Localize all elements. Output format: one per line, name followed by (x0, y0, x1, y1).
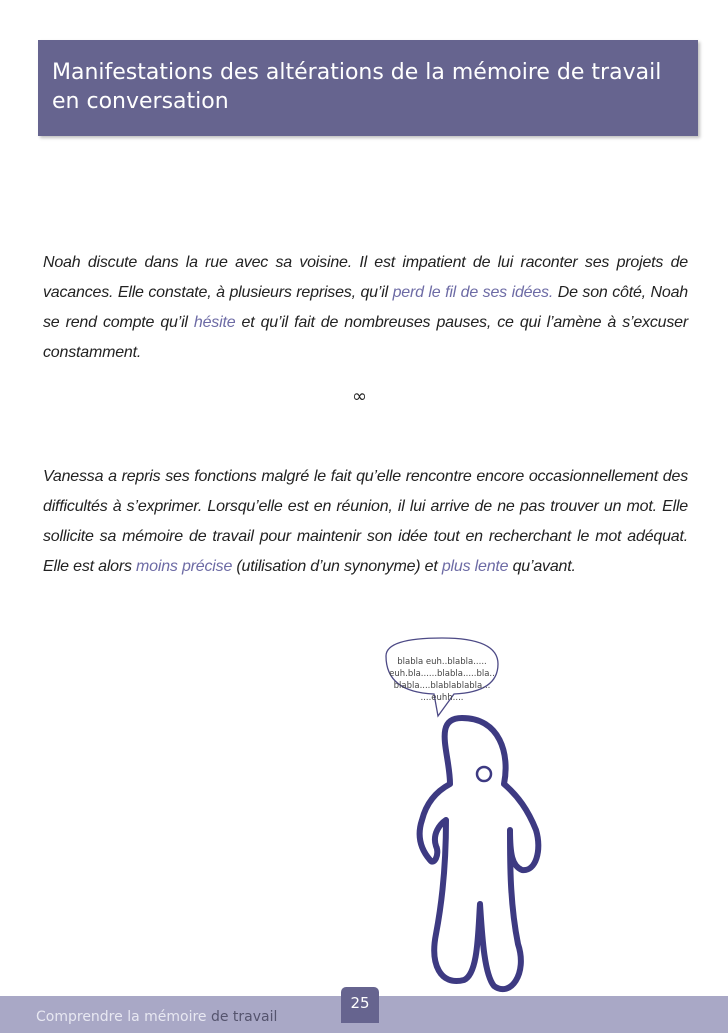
infinity-separator: ∞ (352, 386, 367, 407)
section-title: Manifestations des altérations de la mémoire de travail en conversation (52, 60, 662, 114)
paragraph-noah-text-3: et qu’il fait de nombreuses pauses, ce qui l’amène à s’excuser constamment. (43, 314, 689, 361)
speech-line-3: blabla....blablablabla... (393, 681, 491, 691)
paragraph-vanessa-text-3: qu’avant. (508, 558, 576, 575)
highlight-perd-le-fil: perd le fil de ses idées. (392, 284, 554, 301)
section-header (38, 40, 698, 136)
highlight-hesite: hésite (193, 314, 236, 331)
paragraph-noah-text-1: Noah discute dans la rue avec sa voisine. Il est impatient de lui raconter ses projets de vacances. Elle constate, à plusieurs reprises, qu’il (43, 254, 688, 301)
hesitating-person-illustration (360, 634, 560, 1001)
footer-title-part1: Comprendre la mémoire (36, 1009, 207, 1025)
person-drawing (360, 634, 560, 996)
footer-title-part2: de travail (206, 1009, 278, 1025)
paragraph-vanessa (43, 462, 688, 582)
speech-line-4: ....euhh.... (420, 693, 464, 703)
page-number-box (341, 987, 379, 1023)
speech-line-2: euh.bla......blabla.....bla.. (389, 669, 495, 679)
highlight-plus-lente: plus lente (441, 558, 509, 575)
footer-title (36, 1009, 277, 1025)
page-number: 25 (350, 994, 370, 1012)
person-mouth (477, 767, 491, 781)
paragraph-noah (43, 248, 688, 368)
paragraph-vanessa-text-1: Vanessa a repris ses fonctions malgré le fait qu’elle rencontre encore occasionnellement des difficultés à s’exprimer. Lorsqu’elle est en réunion, il lui arrive de ne pas trouver un mot. Elle sollicite sa mémoire de travail pour maintenir son idée tout en recherchant le mot adéquat. Elle est alors (43, 468, 688, 575)
paragraph-noah-text-2: De son côté, Noah se rend compte qu’il (43, 284, 688, 331)
speech-line-1: blabla euh..blabla..... (397, 657, 487, 667)
paragraph-vanessa-text-2: (utilisation d’un synonyme) et (232, 558, 442, 575)
highlight-moins-precise: moins précise (136, 558, 233, 575)
person-outline (420, 718, 539, 989)
